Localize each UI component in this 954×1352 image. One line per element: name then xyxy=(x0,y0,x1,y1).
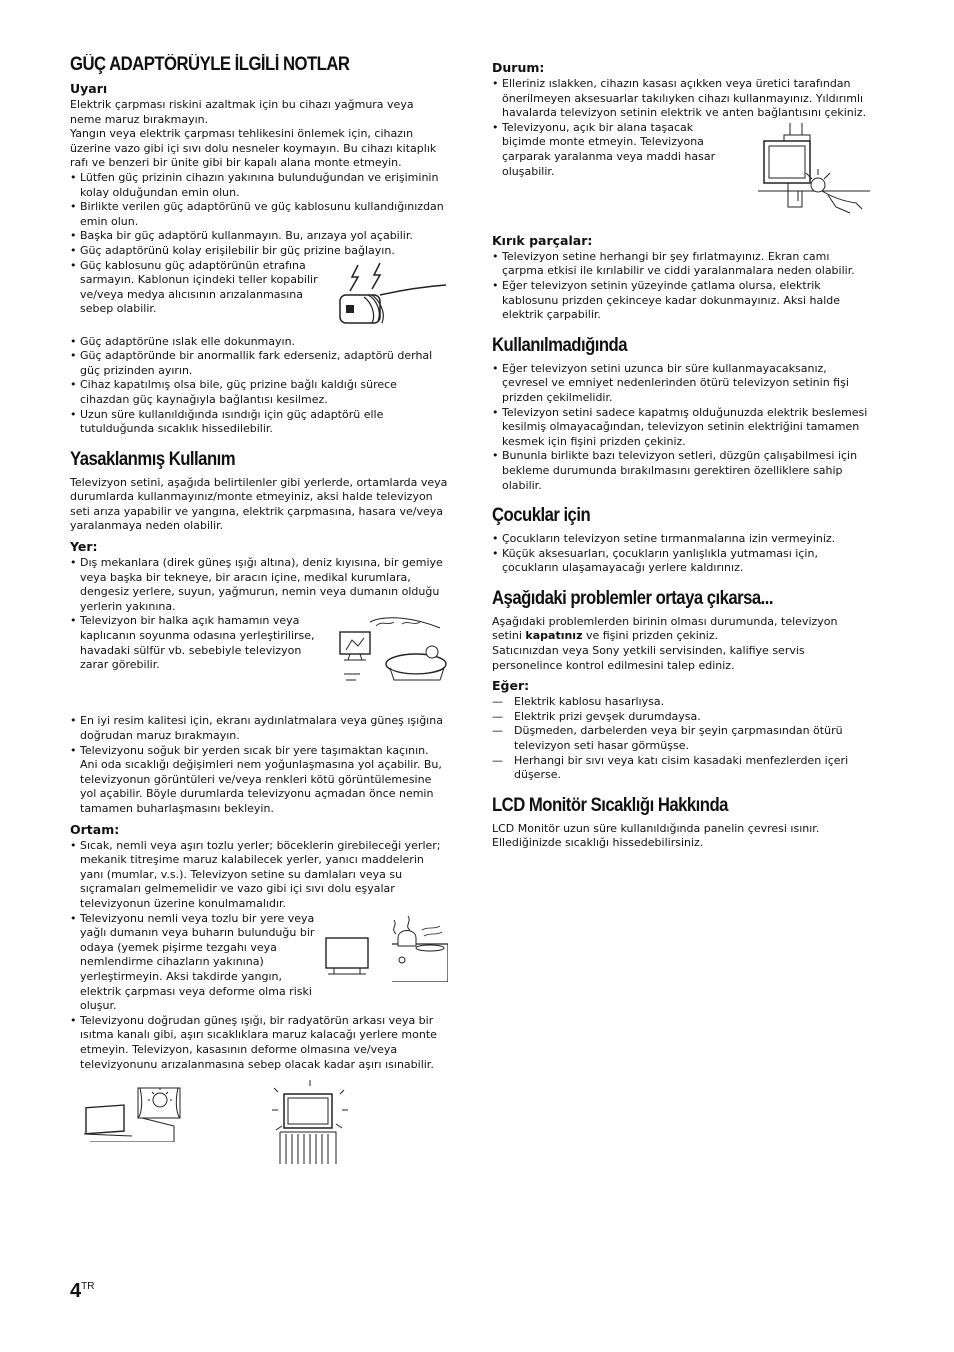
right-column xyxy=(492,60,870,851)
environment-list xyxy=(70,839,448,1073)
list-item-text: Televizyonu, açık bir alana taşacak biçimde monte etmeyin. Televizyona çarparak yaralanma veya maddi hasar oluşabilir. xyxy=(502,120,716,178)
list-item: • Çocukların televizyon setine tırmanmalarına izin vermeyiniz. xyxy=(492,532,870,547)
list-item-text: Televizyonu nemli veya tozlu bir yere veya yağlı dumanın veya buharın bulunduğu bir odaya (yemek pişirme tezgahı veya nemlendirme cihazların yakınına) yerleştirmeyin. Aksi takdirde yangın, elektrik çarpması veya deforme olma riski oluşur. xyxy=(80,911,315,1013)
subheading-environment: Ortam: xyxy=(70,821,120,837)
list-item: • Eğer televizyon setini uzunca bir süre kullanmayacaksanız, çevresel ve emniyet nedenlerinden ötürü televizyon setinin fişi prizden çekilmelidir. xyxy=(492,362,870,406)
radiator-illustration xyxy=(270,1080,350,1164)
list-item: • Küçük aksesuarları, çocukların yanlışlıkla yutmaması için, çocukların ulaşamayacağı yerlere kaldırınız. xyxy=(492,547,870,576)
list-item: — Düşmeden, darbelerden veya bir şeyin çarpmasından ötürü televizyon seti hasar görmüşse. xyxy=(492,724,870,753)
adapter-cord-illustration xyxy=(328,261,448,331)
list-item: • Televizyonu doğrudan güneş ışığı, bir radyatörün arkası veya bir ısıtma kanalı gibi, aşırı sıcaklıklara maruz kalacağı yerlere monte etmeyin. Televizyon, kasasının deforme olmasına ve/veya televizyonunu arızalanmasına sebep olacak kadar aşırı ısınabilir. xyxy=(70,1014,448,1072)
left-column xyxy=(70,54,448,1170)
problems-paragraph-2: Satıcınızdan veya Sony yetkili servisinden, kalifiye servis personelince kontrol edilmesini talep ediniz. xyxy=(492,644,805,672)
section-title-children: Çocuklar için xyxy=(492,505,591,527)
list-item: • Birlikte verilen güç adaptörünü ve güç kablosunu kullandığınızdan emin olun. xyxy=(70,200,448,229)
list-item: • Güç adaptöründe bir anormallik fark ederseniz, adaptörü derhal güç prizinden ayırın. xyxy=(70,349,448,378)
problems-paragraph-1 xyxy=(492,615,870,644)
list-item: • Cihaz kapatılmış olsa bile, güç prizine bağlı kaldığı sürece cihazdan güç kaynağıyla bağlantısı kesilmez. xyxy=(70,378,448,407)
list-item: — Elektrik prizi gevşek durumdaysa. xyxy=(492,710,870,725)
section-title-when-not-in-use: Kullanılmadığında xyxy=(492,334,628,356)
list-item xyxy=(70,259,448,331)
list-item: • Uzun süre kullanıldığında ısındığı için güç adaptörü elle tutulduğunda sıcaklık hissedilebilir. xyxy=(70,408,448,437)
list-item: • Elleriniz ıslakken, cihazın kasası açıkken veya üretici tarafından önerilmeyen aksesuarlar takılıyken cihazı kullanmayınız. Yıldırımlı havalarda televizyon setinin elektrik ve anten bağlantısını çekiniz. xyxy=(492,77,870,121)
kitchen-steam-illustration xyxy=(324,916,448,982)
list-item: • Televizyonu soğuk bir yerden sıcak bir yere taşımaktan kaçının. Ani oda sıcaklığı değişimleri nem yoğunlaşmasına yol açabilir. Bu, televizyonun görüntüleri ve/veya renkleri kötü görüntülemesine yol açabilir. Böyle durumlarda televizyonu açmadan önce nemin tamamen buharlaşmasını bekleyin. xyxy=(70,744,448,817)
problems-text-a: Aşağıdaki problemlerden birinin olması durumunda, televizyon setini xyxy=(492,614,838,643)
subheading-broken-parts: Kırık parçalar: xyxy=(492,232,593,248)
page-number-value: 4 xyxy=(70,1280,82,1302)
list-item: • Dış mekanlara (direk güneş ışığı altına), deniz kıyısına, bir gemiye veya başka bir tekneye, bir aracın içine, medikal kurumlara, dengesiz yerlere, suyun, yağmurun, nemin veya dumanın olduğu yerlerin yakınına. xyxy=(70,556,448,614)
section-title-lcd-temperature: LCD Monitör Sıcaklığı Hakkında xyxy=(492,794,728,816)
warning-list xyxy=(70,171,448,437)
list-item: — Elektrik kablosu hasarlıysa. xyxy=(492,695,870,710)
problems-text-c: ve fişini prizden çekiniz. xyxy=(582,629,719,643)
wall-mount-collision-illustration xyxy=(758,123,870,219)
list-item: • Bununla birlikte bazı televizyon setleri, düzgün çalışabilmesi için bekleme durumunda bırakılmasını gerektiren özelliklere sahip olabilir. xyxy=(492,449,870,493)
page-number xyxy=(70,1280,94,1303)
problems-text-bold: kapatınız xyxy=(525,629,583,643)
list-item xyxy=(492,121,870,221)
broken-parts-list xyxy=(492,250,870,323)
list-item: • Lütfen güç prizinin cihazın yakınına bulunduğundan ve erişiminin kolay olduğundan emin olun. xyxy=(70,171,448,200)
list-item: — Herhangi bir sıvı veya katı cisim kasadaki menfezlerden içeri düşerse. xyxy=(492,754,870,783)
list-item: • En iyi resim kalitesi için, ekranı aydınlatmalara veya güneş ışığına doğrudan maruz bırakmayın. xyxy=(70,714,448,743)
warning-paragraph-2: Yangın veya elektrik çarpması tehlikesini önlemek için, cihazın üzerine vazo gibi içi sıvı dolu nesneler koymayın. Bu cihazı kitaplık rafı ve benzeri bir ünite gibi bir kapalı alana monte etmeyin. xyxy=(70,127,437,170)
list-item-text: Güç kablosunu güç adaptörünün etrafına sarmayın. Kablonun içindeki teller kopabilir ve/veya medya alıcısının arızalanmasına sebep olabilir. xyxy=(80,258,318,316)
location-list xyxy=(70,556,448,817)
prohibited-paragraph: Televizyon setini, aşağıda belirtilenler gibi yerlerde, ortamlarda veya durumlarda kullanmayınız/monte etmeyiniz, aksi halde televizyon seti arıza yapabilir ve yangına, elektrik çarpmasına, hasara ve/veya yaralanmaya neden olabilir. xyxy=(70,475,448,533)
subheading-location: Yer: xyxy=(70,539,98,555)
language-code: TR xyxy=(81,1281,95,1292)
condition-list xyxy=(492,77,870,221)
children-list xyxy=(492,532,870,576)
list-item: • Eğer televizyon setinin yüzeyinde çatlama olursa, elektrik kablosunu prizden çekinceye kadar dokunmayınız. Aksi halde elektrik çarpabilir. xyxy=(492,279,870,323)
sunlight-window-illustration xyxy=(82,1086,182,1142)
list-item xyxy=(70,912,448,1014)
subheading-if: Eğer: xyxy=(492,678,530,694)
list-item: • Televizyon setine herhangi bir şey fırlatmayınız. Ekran camı çarpma etkisi ile kırılabilir ve ciddi yaralanmalara neden olabilir. xyxy=(492,250,870,279)
warning-paragraph-1: Elektrik çarpması riskini azaltmak için bu cihazı yağmura veya neme maruz bırakmayın. xyxy=(70,98,414,126)
list-item xyxy=(70,614,448,714)
list-item: • Televizyon setini sadece kapatmış olduğunuzda elektrik beslemesi kesilmiş olmayacağından, televizyon setinin elektriğini tamamen kesmek için fişini prizden çekiniz. xyxy=(492,406,870,450)
lcd-paragraph: LCD Monitör uzun süre kullanıldığında panelin çevresi ısınır. Ellediğinizde sıcaklığı hissedebilirsiniz. xyxy=(492,821,820,850)
section-title-power-adapter: GÜÇ ADAPTÖRÜYLE İLGİLİ NOTLAR xyxy=(70,54,350,75)
not-in-use-list xyxy=(492,362,870,493)
list-item: • Sıcak, nemli veya aşırı tozlu yerler; böceklerin girebileceği yerler; mekanik titreşime maruz kalabilecek yerler, yanıcı maddelerin yanı (mumlar, v.s.). Televizyon setine su damlaları veya su sıçramaları gelmemelidir ve vazo gibi içi sıvı dolu eşyalar televizyonun üzerine konulmamalıdır. xyxy=(70,839,448,912)
if-list xyxy=(492,695,870,783)
subheading-warning: Uyarı xyxy=(70,81,108,96)
subheading-condition: Durum: xyxy=(492,60,545,75)
list-item: • Güç adaptörüne ıslak elle dokunmayın. xyxy=(70,335,448,350)
heat-illustrations xyxy=(70,1086,448,1170)
list-item-text: Televizyon bir halka açık hamamın veya kaplıcanın soyunma odasına yerleştirilirse, havadaki sülfür vb. sebebiyle televizyon zarar görebilir. xyxy=(80,614,315,672)
bathhouse-illustration xyxy=(336,616,448,686)
list-item: • Başka bir güç adaptörü kullanmayın. Bu, arızaya yol açabilir. xyxy=(70,229,448,244)
list-item: • Güç adaptörünü kolay erişilebilir bir güç prizine bağlayın. xyxy=(70,244,448,259)
section-title-prohibited-use: Yasaklanmış Kullanım xyxy=(70,448,236,470)
section-title-problems: Aşağıdaki problemler ortaya çıkarsa... xyxy=(492,587,774,609)
